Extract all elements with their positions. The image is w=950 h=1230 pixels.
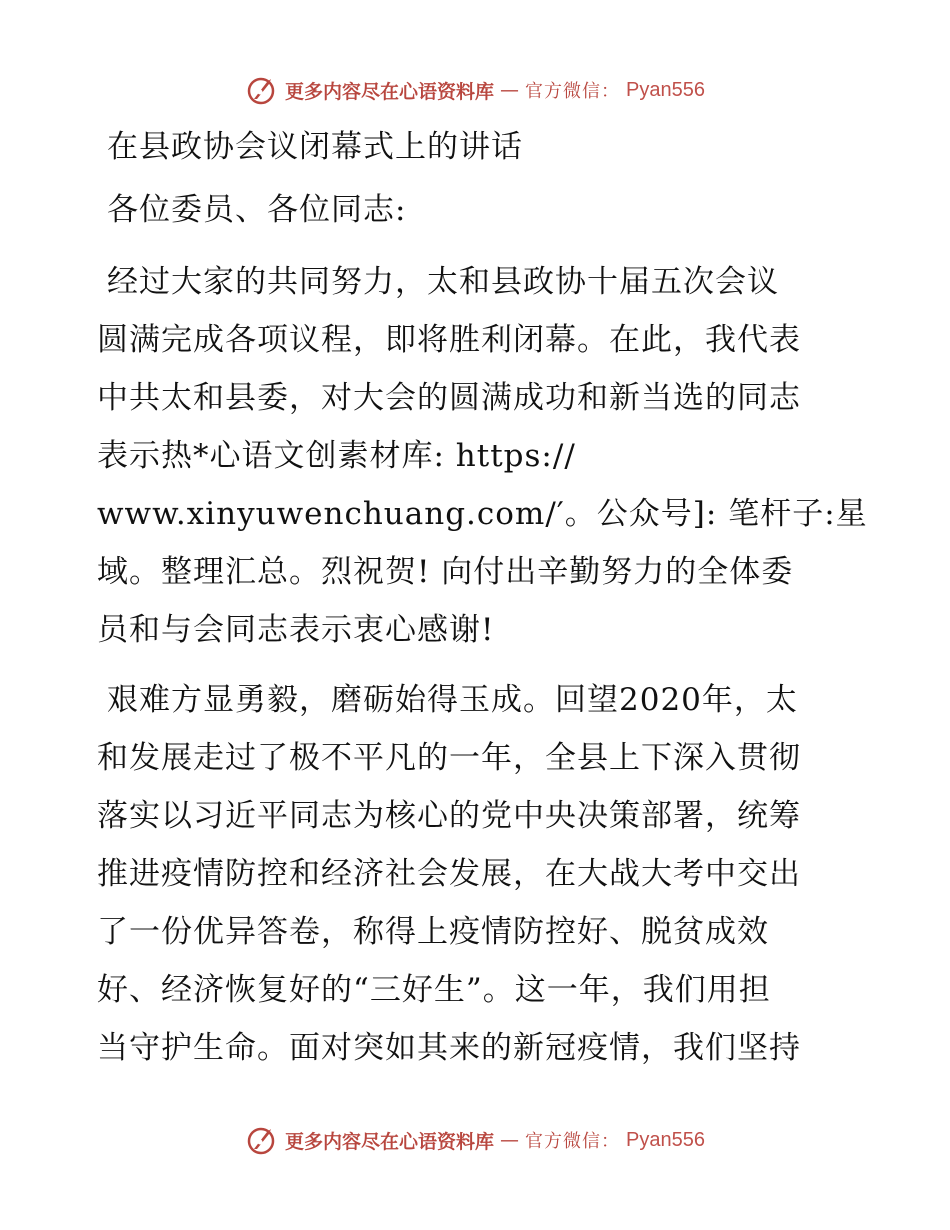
paragraph-line: 当守护生命。面对突如其来的新冠疫情，我们坚持 (97, 1030, 801, 1066)
paragraph-line: 经过大家的共同努力，太和县政协十届五次会议 (107, 264, 779, 300)
document-title: 在县政协会议闭幕式上的讲话 (107, 129, 523, 165)
paragraph-line: 了一份优异答卷，称得上疫情防控好、脱贫成效 (97, 914, 769, 950)
salutation: 各位委员、各位同志: (107, 192, 407, 228)
paragraph-line: 艰难方显勇毅，磨砺始得玉成。回望2020年，太 (107, 682, 798, 718)
footer-brand-text: 更多内容尽在心语资料库 (285, 1130, 495, 1153)
paragraph-line: 圆满完成各项议程，即将胜利闭幕。在此，我代表 (97, 322, 801, 358)
header-banner (0, 70, 950, 110)
paragraph-line: 域。整理汇总。烈祝贺! 向付出辛勤努力的全体委 (97, 554, 794, 590)
footer-wechat-label: 官方微信： (525, 1131, 621, 1152)
header-brand-text: 更多内容尽在心语资料库 (285, 80, 495, 103)
quill-logo-icon (245, 73, 279, 107)
paragraph-1 (97, 253, 868, 659)
paragraph-line: 落实以习近平同志为核心的党中央决策部署，统筹 (97, 798, 801, 834)
paragraph-line: 表示热*心语文创素材库: https:// (97, 438, 576, 474)
paragraph-2 (97, 671, 852, 1077)
quill-logo-icon (245, 1123, 279, 1157)
document-body (97, 125, 868, 1077)
header-wechat-label: 官方微信： (525, 81, 621, 102)
header-wechat-id: Pyan556 (626, 78, 705, 101)
paragraph-line: 和发展走过了极不平凡的一年，全县上下深入贯彻 (97, 740, 801, 776)
paragraph-line: 员和与会同志表示衷心感谢! (97, 612, 495, 648)
footer-wechat-id: Pyan556 (626, 1128, 705, 1151)
paragraph-line: 好、经济恢复好的“三好生”。这一年，我们用担 (97, 972, 771, 1008)
footer-dash: — (500, 1129, 520, 1151)
paragraph-line: 中共太和县委，对大会的圆满成功和新当选的同志 (97, 380, 801, 416)
footer-banner (0, 1120, 950, 1160)
paragraph-line: 推进疫情防控和经济社会发展，在大战大考中交出 (97, 856, 801, 892)
header-dash: — (500, 79, 520, 101)
paragraph-line: www.xinyuwenchuang.com/′。公众号]: 笔杆子:星 (97, 496, 868, 532)
